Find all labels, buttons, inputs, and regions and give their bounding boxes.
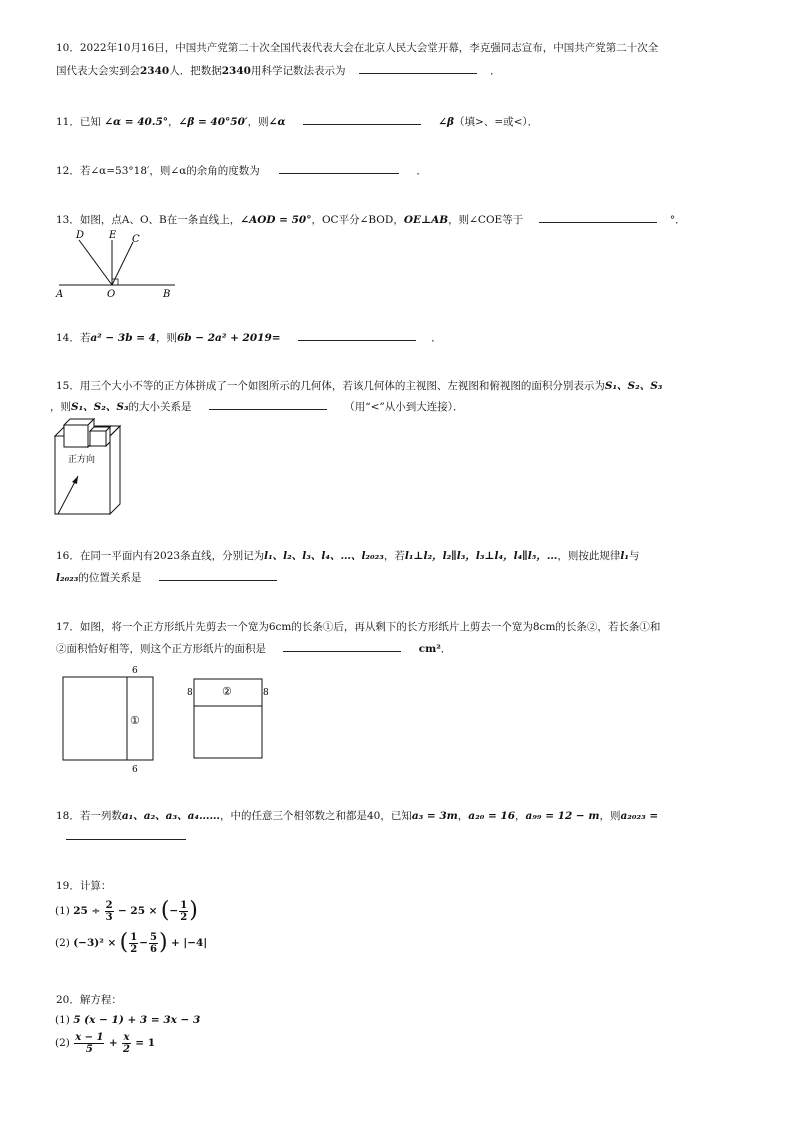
q16-text: 的位置关系是 bbox=[78, 572, 142, 584]
q19-p2-a: (−3)² × bbox=[73, 937, 117, 949]
q16-text: 与 bbox=[628, 550, 640, 562]
q10-number: 2340 bbox=[221, 65, 251, 77]
label-e: E bbox=[109, 230, 117, 241]
figure-q13-angles bbox=[50, 228, 185, 300]
question-19-part1: (1) 25 ÷ $\frac{2}{3}$ − 25 × (− $\frac{1}{2}$ ) bbox=[55, 898, 198, 923]
q10-text: 人．把数据 bbox=[169, 65, 222, 77]
question-19-title bbox=[56, 878, 111, 894]
label-c: C bbox=[132, 234, 140, 245]
q15-text: ，则 bbox=[50, 401, 71, 413]
q12-text: 12．若∠α=53°18′，则∠α的余角的度数为 bbox=[56, 165, 260, 177]
q19-p1-b: − 25 × bbox=[117, 905, 158, 917]
fraction: $\frac{x}{2}$ bbox=[122, 1031, 130, 1055]
q18-text: ，中的任意三个相邻数之和都是40，已知 bbox=[219, 810, 412, 822]
question-16-line2 bbox=[56, 569, 277, 586]
label-o: O bbox=[107, 289, 116, 300]
q10-end: ． bbox=[490, 65, 501, 77]
question-17-line2 bbox=[56, 640, 451, 657]
question-18 bbox=[56, 808, 658, 824]
width-6-bottom: 6 bbox=[132, 765, 138, 775]
q18-sep: ， bbox=[515, 810, 526, 822]
q20-p2-label: (2) bbox=[55, 1037, 70, 1049]
fraction: $\frac{1}{2}$ bbox=[130, 931, 138, 955]
q11-beta: ∠β = 40°50′ bbox=[178, 116, 248, 128]
fraction: $\frac{2}{3}$ bbox=[105, 899, 113, 923]
q16-text: ，若 bbox=[383, 550, 405, 562]
q18-text: 18．若一列数 bbox=[56, 810, 122, 822]
fraction: $\frac{5}{6}$ bbox=[150, 931, 157, 955]
figure-q15-solid bbox=[52, 414, 132, 518]
q18-cond1: a₃ = 3m bbox=[411, 810, 458, 822]
width-8-left: 8 bbox=[187, 688, 193, 698]
small-cube-side bbox=[106, 427, 110, 446]
q20-p2-plus: + bbox=[108, 1037, 118, 1049]
question-14 bbox=[56, 329, 442, 346]
q20-p2-end: = 1 bbox=[135, 1037, 156, 1049]
medium-cube-front bbox=[64, 425, 88, 447]
answer-blank-13[interactable] bbox=[539, 211, 657, 223]
q13-end: °． bbox=[669, 214, 686, 226]
answer-blank-14[interactable] bbox=[298, 329, 416, 341]
q14-expression: 6b − 2a² + 2019= bbox=[176, 332, 281, 344]
question-16 bbox=[56, 548, 639, 564]
ray-oc bbox=[112, 242, 133, 285]
q13-text: ，OC平分∠BOD， bbox=[311, 214, 404, 226]
question-10-line2 bbox=[56, 62, 501, 79]
q20-p1-equation: 5 (x − 1) + 3 = 3x − 3 bbox=[73, 1014, 201, 1026]
label-d: D bbox=[76, 230, 85, 241]
q11-beta2: ∠β bbox=[438, 116, 455, 128]
q10-number: 2340 bbox=[140, 65, 170, 77]
q13-angle: ∠AOD = 50° bbox=[240, 214, 312, 226]
q19-p2-label: (2) bbox=[55, 937, 70, 949]
q19-p2-b: − bbox=[139, 937, 149, 949]
q11-alpha2: ∠α bbox=[268, 116, 286, 128]
q13-text: 13．如图，点A、O、B在一条直线上， bbox=[56, 214, 241, 226]
q15-line1: 15．用三个大小不等的正方体拼成了一个如图所示的几何体，若该几何体的主视图、左视图和俯视图的面积分别表示为 bbox=[56, 380, 605, 392]
question-20-title bbox=[56, 992, 122, 1008]
q16-lines: l₁、l₂、l₃、l₄、…、l₂₀₂₃ bbox=[264, 550, 384, 562]
question-11 bbox=[56, 113, 538, 130]
q14-end: ． bbox=[431, 332, 442, 344]
q19-p1-c: − bbox=[169, 905, 179, 917]
q18-sep: ， bbox=[457, 810, 469, 822]
q14-condition: a² − 3b = 4 bbox=[90, 332, 156, 344]
small-cube-front bbox=[90, 431, 106, 446]
question-13 bbox=[56, 211, 686, 228]
q13-perp: OE⊥AB bbox=[403, 214, 449, 226]
q18-cond3: a₉₉ = 12 − m bbox=[525, 810, 600, 822]
fraction: $\frac{1}{2}$ bbox=[180, 899, 188, 923]
question-15-line2 bbox=[50, 398, 464, 415]
question-12 bbox=[56, 162, 427, 179]
width-8-right: 8 bbox=[263, 688, 269, 698]
question-19-part2: (2) (−3)² × ( $\frac{1}{2}$ − $\frac{5}{6}$ ) + |−4| bbox=[55, 930, 208, 955]
q19-p1-a: 25 ÷ bbox=[73, 905, 101, 917]
q19-p2-c: + |−4| bbox=[170, 937, 208, 949]
q19-p1-label: (1) bbox=[55, 905, 70, 917]
q16-l2023: l₂₀₂₃ bbox=[56, 572, 79, 584]
q17-line2: ②面积恰好相等，则这个正方形纸片的面积是 bbox=[56, 643, 266, 655]
ray-od bbox=[79, 240, 112, 285]
q20-title: 20．解方程： bbox=[56, 994, 122, 1006]
q14-text: ，则 bbox=[155, 332, 177, 344]
question-17 bbox=[56, 619, 660, 635]
q13-text: ，则∠COE等于 bbox=[448, 214, 524, 226]
q14-text: 14．若 bbox=[56, 332, 91, 344]
q18-cond2: a₂₀ = 16 bbox=[468, 810, 516, 822]
question-20-part2 bbox=[55, 1030, 155, 1056]
q11-alpha: ∠α = 40.5° bbox=[104, 116, 169, 128]
front-direction-label: 正方向 bbox=[68, 455, 96, 465]
q15-text: 的大小关系是 bbox=[128, 401, 192, 413]
q11-sep: ， bbox=[168, 116, 179, 128]
q12-end: ． bbox=[416, 165, 427, 177]
label-a: A bbox=[56, 289, 64, 300]
strip-1-label: ① bbox=[130, 714, 140, 727]
answer-blank-16[interactable] bbox=[159, 569, 277, 581]
q19-title: 19．计算： bbox=[56, 880, 112, 892]
q16-text: 16．在同一平面内有2023条直线，分别记为 bbox=[56, 550, 265, 562]
q11-text: 11．已知 bbox=[56, 116, 101, 128]
q16-l1: l₁ bbox=[620, 550, 629, 562]
q15-text: （用“<”从小到大连接）． bbox=[344, 401, 464, 413]
q20-p1-label: (1) bbox=[55, 1014, 70, 1026]
question-15 bbox=[56, 378, 662, 394]
answer-blank-17[interactable] bbox=[283, 640, 401, 652]
q17-unit: cm² bbox=[418, 643, 441, 655]
q10-line1: 10．2022年10月16日，中国共产党第二十次全国代表代表大会在北京人民大会堂开幕，李克强同志宣布，中国共产党第二十次全 bbox=[56, 42, 659, 54]
answer-blank-10[interactable] bbox=[359, 62, 477, 74]
q18-ask: a₂₀₂₃ = bbox=[620, 810, 659, 822]
answer-blank-15[interactable] bbox=[209, 398, 327, 410]
answer-blank-11[interactable] bbox=[303, 113, 421, 125]
question-20-part1 bbox=[55, 1012, 200, 1028]
q18-text: ，则 bbox=[599, 810, 621, 822]
q15-s-list: S₁、S₂、S₃ bbox=[604, 380, 663, 392]
q17-end: ． bbox=[440, 643, 452, 655]
answer-blank-12[interactable] bbox=[279, 162, 399, 174]
label-b: B bbox=[163, 289, 171, 300]
question-18-line2 bbox=[56, 828, 186, 845]
q16-relations: l₁⊥l₂，l₂∥l₃，l₃⊥l₄，l₄∥l₅，… bbox=[404, 550, 558, 562]
q18-sequence: a₁、a₂、a₃、a₄…… bbox=[121, 810, 220, 822]
question-10 bbox=[56, 40, 658, 56]
figure-q17-squares bbox=[56, 662, 286, 777]
strip-2-label: ② bbox=[222, 685, 232, 698]
q17-line1: 17．如图，将一个正方形纸片先剪去一个宽为6cm的长条①后，再从剩下的长方形纸片上剪去一个宽为8cm的长条②，若长条①和 bbox=[56, 621, 661, 633]
q11-text: （填>、=或<）． bbox=[454, 116, 539, 128]
fraction: $\frac{x - 1}{5}$ bbox=[75, 1031, 104, 1055]
answer-blank-18[interactable] bbox=[66, 828, 186, 840]
q15-s-list: S₁、S₂、S₃ bbox=[71, 401, 129, 413]
q10-text: 用科学记数法表示为 bbox=[250, 65, 346, 77]
width-6-top: 6 bbox=[132, 666, 138, 676]
q11-text: ，则 bbox=[247, 116, 269, 128]
q10-text: 国代表大会实到会 bbox=[56, 65, 140, 77]
q16-text: ，则按此规律 bbox=[557, 550, 621, 562]
